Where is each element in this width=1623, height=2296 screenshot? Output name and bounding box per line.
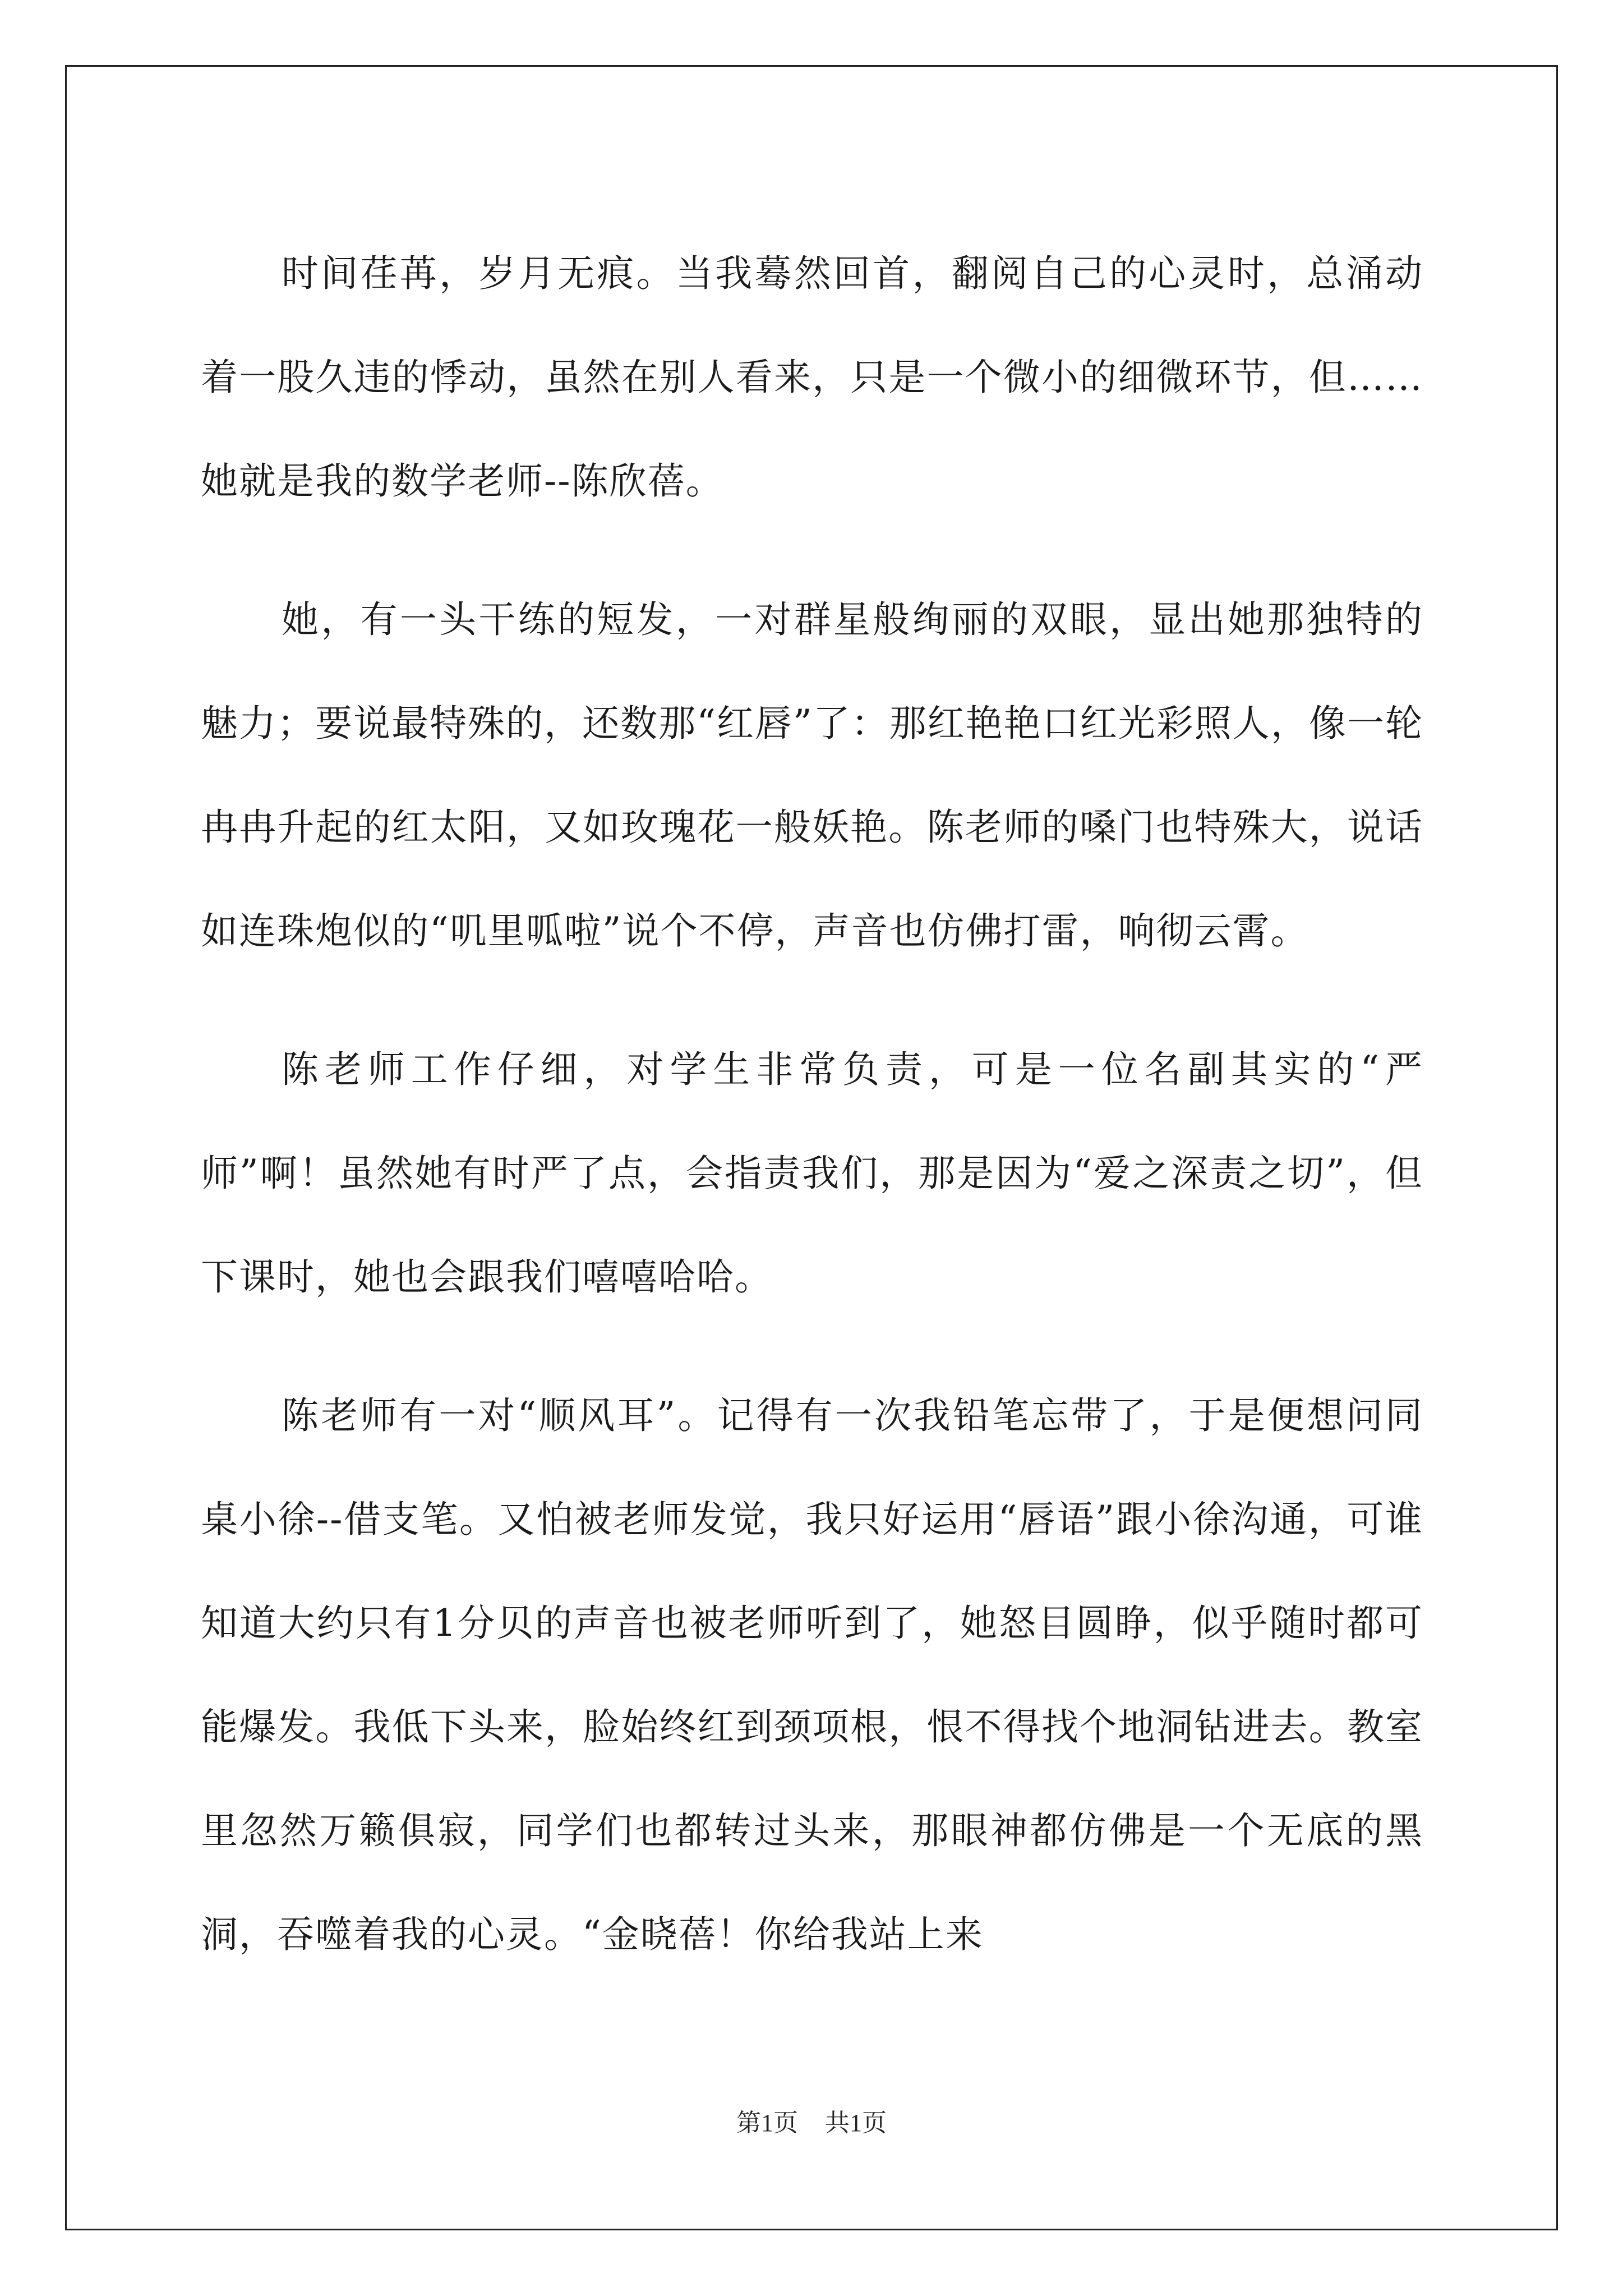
page-total: 共1页: [825, 2109, 887, 2137]
page-footer: [0, 2102, 1623, 2138]
paragraph: 陈老师工作仔细，对学生非常负责，可是一位名副其实的“严师”啊！虽然她有时严了点，会指责我们，那是因为“爱之深责之切”，但下课时，她也会跟我们嘻嘻哈哈。: [201, 1048, 1423, 1299]
paragraph: 她，有一头干练的短发，一对群星般绚丽的双眼，显出她那独特的魅力；要说最特殊的，还数那“红唇”了：那红艳艳口红光彩照人，像一轮冉冉升起的红太阳，又如玫瑰花一般妖艳。陈老师的嗓门也特殊大，说话如连珠炮似的“叽里呱啦”说个不停，声音也仿佛打雷，响彻云霄。: [201, 598, 1423, 953]
paragraph: 时间荏苒，岁月无痕。当我蓦然回首，翻阅自己的心灵时，总涌动着一股久违的悸动，虽然在别人看来，只是一个微小的细微环节，但……她就是我的数学老师--陈欣蓓。: [201, 252, 1423, 503]
paragraph: 陈老师有一对“顺风耳”。记得有一次我铅笔忘带了，于是便想问同桌小徐--借支笔。又怕被老师发觉，我只好运用“唇语”跟小徐沟通，可谁知道大约只有1分贝的声音也被老师听到了，她怒目圆睁，似乎随时都可能爆发。我低下头来，脸始终红到颈项根，恨不得找个地洞钻进去。教室里忽然万籁俱寂，同学们也都转过头来，那眼神都仿佛是一个无底的黑洞，吞噬着我的心灵。“金晓蓓！你给我站上来: [201, 1394, 1423, 1956]
page-number: 第1页: [736, 2109, 798, 2137]
document-body: [201, 222, 1423, 2021]
